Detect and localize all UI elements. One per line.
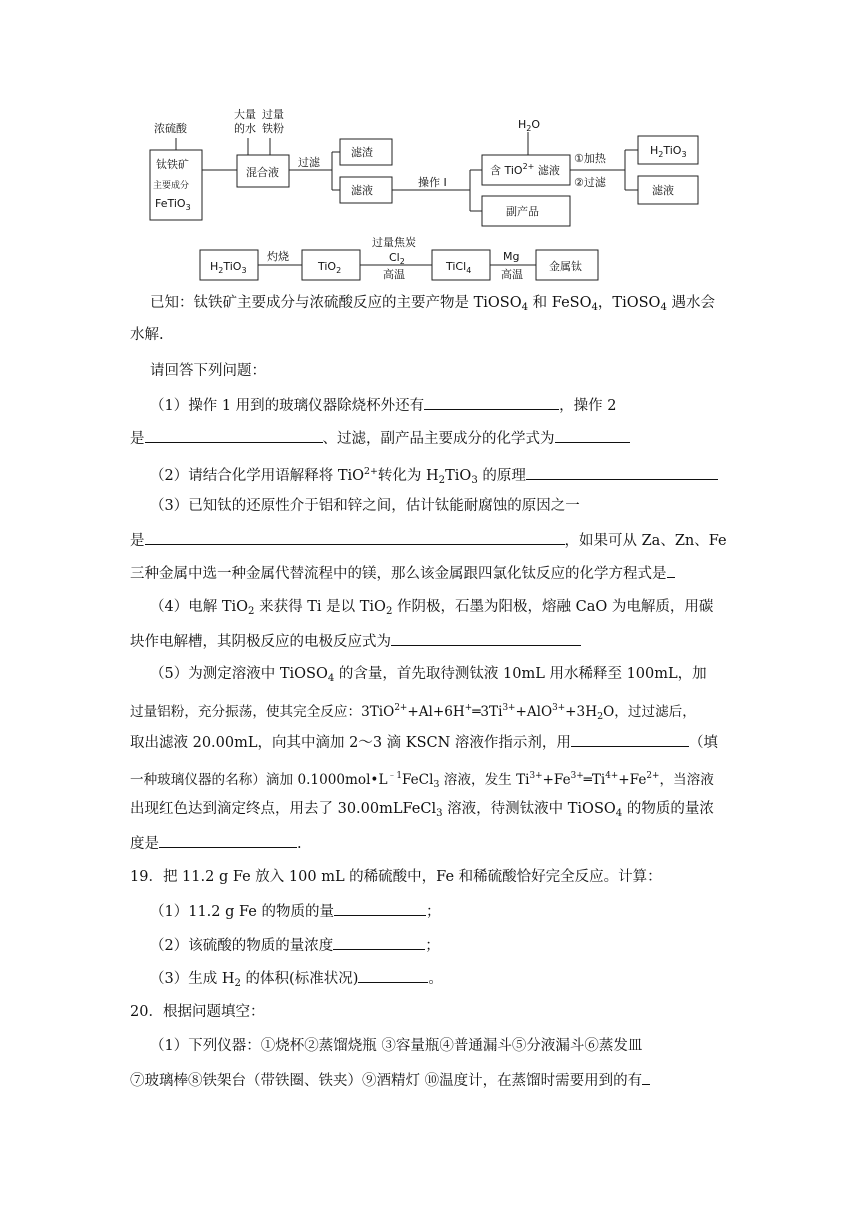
answer-blank[interactable] [526, 465, 718, 480]
answer-blank[interactable] [333, 935, 425, 950]
p20-line-2: ⑦玻璃棒⑧铁架台（带铁圈、铁夹）⑨酒精灯 ⑩温度计，在蒸馏时需要用到的有 [130, 1070, 650, 1091]
ore-line3: FeTiO$_3$ [155, 197, 191, 212]
known-line-2: 水解. [130, 327, 164, 343]
answer-blank[interactable] [334, 901, 426, 916]
answer-blank[interactable] [145, 530, 565, 545]
calcine-label: 灼烧 [267, 250, 289, 263]
answer-blank[interactable] [391, 631, 581, 646]
filter-label: 过滤 [298, 156, 320, 169]
op1-label: 操作 I [418, 176, 447, 189]
p20-line-1: （1）下列仪器：①烧杯②蒸馏烧瓶 ③容量瓶④普通漏斗⑤分液漏斗⑥蒸发皿 [150, 1038, 643, 1054]
ticl4-label: TiCl$_4$ [446, 260, 472, 275]
h2tio3-top-label: $H_2TiO_3$ [650, 144, 687, 159]
tio2-label: TiO$_2$ [318, 260, 342, 275]
water-label-1: 大量 [234, 108, 256, 121]
answer-blank[interactable] [571, 732, 689, 747]
filter2-label: ②过滤 [574, 176, 606, 189]
filtrate2-label: 滤液 [652, 184, 674, 197]
q5-line-3: 取出滤液 20.00mL，向其中滴加 2～3 滴 KSCN 溶液作指示剂，用 （填 [130, 732, 718, 753]
q3-line-3: 三种金属中选一种金属代替流程中的镁，那么该金属跟四氯化钛反应的化学方程式是 [130, 563, 675, 584]
residue-label: 滤渣 [351, 146, 373, 159]
q3-line-2: 是 ，如果可从 Za、Zn、Fe [130, 530, 727, 551]
mix-label: 混合液 [246, 166, 279, 179]
filtrate1-label: 滤液 [351, 184, 373, 197]
heat-label: ①加热 [574, 152, 606, 165]
q5-line-2: 过量铝粉，充分振荡，使其完全反应：$3TiO^{2+}+Al+6H^+═3Ti^{3+}+AlO^{3+}+3H_2O$，过过滤后， [130, 703, 696, 722]
h2o-label: $H_2O$ [518, 118, 541, 133]
hightemp2-label: 高温 [501, 268, 523, 281]
iron-label-2: 铁粉 [262, 122, 284, 135]
iron-label-1: 过量 [262, 108, 284, 121]
conc-acid-label: 浓硫酸 [154, 122, 187, 135]
problem-20: 20．根据问题填空： [130, 1004, 265, 1020]
answer-blank[interactable] [145, 428, 323, 443]
q5-line-4: 一种玻璃仪器的名称）滴加 $0.1000mol•L^{﹣1}FeCl_3$ 溶液，发生 $Ti^{3+}+Fe^{3+}═Ti^{4+}+Fe^{2+}$，当溶液 [130, 771, 714, 790]
q5-line-1: （5）为测定溶液中 TiOSO$_4$ 的含量，首先取待测钛液 10mL 用水稀释至 100mL，加 [150, 666, 707, 684]
q4-line-2: 块作电解槽，其阴极反应的电极反应式为 [130, 631, 581, 652]
process-flow-svg [140, 100, 740, 290]
tio-filtrate-label: 含 TiO$^{2+}$ 滤液 [490, 162, 560, 177]
answer-blank[interactable] [667, 563, 675, 578]
q5-line-6: 度是 . [130, 833, 302, 854]
q4-line-1: （4）电解 TiO$_2$ 来获得 Ti 是以 TiO$_2$ 作阴极，石墨为阳极，熔融 CaO 为电解质，用碳 [150, 599, 714, 617]
hightemp1-label: 高温 [383, 268, 405, 281]
q1-line-2: 是 、过滤，副产品主要成分的化学式为 [130, 428, 630, 449]
answer-blank[interactable] [159, 833, 297, 848]
p19-q3: （3）生成 $H_2$ 的体积(标准状况) 。 [150, 968, 443, 994]
q5-line-5: 出现红色达到滴定终点，用去了 30.00mLFeCl$_3$ 溶液，待测钛液中 TiOSO$_4$ 的物质的量浓 [130, 801, 714, 819]
q1-line-1: （1）操作 1 用到的玻璃仪器除烧杯外还有 ，操作 2 [150, 395, 617, 416]
p19-q2: （2）该硫酸的物质的量浓度 ； [150, 935, 440, 956]
problem-19: 19．把 11.2 g Fe 放入 100 mL 的稀硫酸中，Fe 和稀硫酸恰好完全反应。计算： [130, 869, 662, 885]
q3-line-1: （3）已知钛的还原性介于铝和锌之间，估计钛能耐腐蚀的原因之一 [150, 498, 580, 514]
ore-line1: 钛铁矿 [156, 158, 189, 171]
answer-blank[interactable] [424, 395, 559, 410]
ti-metal-label: 金属钛 [549, 260, 582, 273]
h2tio3-bottom-label: $H_2TiO_3$ [210, 260, 247, 275]
q2-line: （2）请结合化学用语解释将 TiO$^{2+}$转化为 $H_2TiO_3$ 的原理 [150, 462, 718, 491]
ore-line2: 主要成分 [153, 181, 190, 191]
water-label-2: 的水 [234, 122, 256, 135]
coke-label: 过量焦炭 [372, 236, 416, 249]
answer-blank[interactable] [358, 968, 428, 983]
intro: 请回答下列问题： [150, 363, 266, 379]
answer-blank[interactable] [642, 1070, 650, 1085]
p19-q1: （1）11.2 g Fe 的物质的量 ； [150, 901, 440, 922]
answer-blank[interactable] [555, 428, 630, 443]
cl2-label: $Cl_2$ [389, 251, 405, 266]
known-line-1: 已知：钛铁矿主要成分与浓硫酸反应的主要产物是 TiOSO$_4$ 和 FeSO$_4$，TiOSO$_4$ 遇水会 [150, 295, 716, 313]
process-flow-diagram [140, 100, 740, 290]
byproduct-label: 副产品 [506, 205, 539, 218]
mg-label: Mg [503, 250, 520, 263]
